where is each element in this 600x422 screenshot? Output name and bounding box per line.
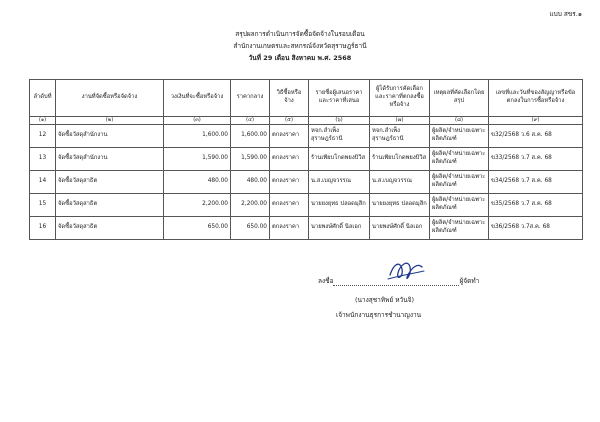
bidder-name: นายพงษ์ศักดิ์ นิลเอก	[309, 217, 370, 240]
procurement-method: ตกลงราคา	[270, 217, 309, 240]
column-header: วงเงินที่จะซื้อหรือจ้าง	[164, 80, 231, 117]
bidder-name: หจก.สำเพ็งสุราษฎร์ธานี	[309, 125, 370, 148]
contract-number: ข33/2568 ว.7 ส.ค. 68	[489, 148, 583, 171]
procurement-method: ตกลงราคา	[270, 171, 309, 194]
column-header: รายชื่อผู้เสนอราคาและราคาที่เสนอ	[309, 80, 370, 117]
column-header: ผู้ได้รับการคัดเลือกและราคาที่ตกลงซื้อหรือจ้าง	[370, 80, 430, 117]
column-number: (๘)	[430, 117, 489, 125]
column-header: เลขที่และวันที่ของสัญญาหรือข้อตกลงในการซื้อหรือจ้าง	[489, 80, 583, 117]
column-number: (๙)	[489, 117, 583, 125]
column-number: (๖)	[309, 117, 370, 125]
procurement-method: ตกลงราคา	[270, 148, 309, 171]
table-header-row	[30, 80, 583, 117]
row-number: 14	[30, 171, 56, 194]
median-price: 650.00	[231, 217, 270, 240]
column-header: งานที่จัดซื้อหรือจัดจ้าง	[56, 80, 164, 117]
report-title: สรุปผลการดำเนินการจัดซื้อจัดจ้างในรอบเดือน	[235, 30, 365, 38]
median-price: 480.00	[231, 171, 270, 194]
signer-name: (นางสุชาทิพย์ หวันจิ)	[355, 296, 414, 304]
column-number: (๑)	[30, 117, 56, 125]
column-number: (๒)	[56, 117, 164, 125]
signature-prefix: ลงชื่อ	[318, 277, 334, 285]
selected-vendor: นายยงยุทธ ปลอดมุสิก	[370, 194, 430, 217]
selection-reason: ผู้ผลิต/จำหน่ายเฉพาะผลิตภัณฑ์	[430, 217, 489, 240]
contract-number: ข34/2568 ว.7 ส.ค. 68	[489, 171, 583, 194]
budget-amount: 1,600.00	[164, 125, 231, 148]
row-number: 15	[30, 194, 56, 217]
item-description: จัดซื้อวัสดุสาธิต	[56, 217, 164, 240]
table-row	[30, 148, 583, 171]
column-header: เหตุผลที่คัดเลือกโดยสรุป	[430, 80, 489, 117]
median-price: 1,600.00	[231, 125, 270, 148]
contract-number: ข35/2568 ว.7 ส.ค. 68	[489, 194, 583, 217]
budget-amount: 650.00	[164, 217, 231, 240]
selection-reason: ผู้ผลิต/จำหน่ายเฉพาะผลิตภัณฑ์	[430, 125, 489, 148]
column-number: (๕)	[270, 117, 309, 125]
column-number: (๓)	[164, 117, 231, 125]
budget-amount: 2,200.00	[164, 194, 231, 217]
contract-number: ข36/2568 ว.7ส.ค. 68	[489, 217, 583, 240]
median-price: 1,590.00	[231, 148, 270, 171]
signature-suffix: ผู้จัดทำ	[459, 277, 480, 285]
procurement-table	[29, 79, 583, 240]
selected-vendor: ร้านเพียบโกดพยงบิวิส	[370, 148, 430, 171]
procurement-method: ตกลงราคา	[270, 194, 309, 217]
signature-line	[318, 276, 479, 286]
selection-reason: ผู้ผลิต/จำหน่ายเฉพาะผลิตภัณฑ์	[430, 194, 489, 217]
column-header: วิธีซื้อหรือจ้าง	[270, 80, 309, 117]
procurement-method: ตกลงราคา	[270, 125, 309, 148]
selection-reason: ผู้ผลิต/จำหน่ายเฉพาะผลิตภัณฑ์	[430, 148, 489, 171]
item-description: จัดซื้อวัสดุสาธิต	[56, 194, 164, 217]
report-date: วันที่ 29 เดือน สิงหาคม พ.ศ. 2568	[248, 54, 352, 62]
selected-vendor: น.ส.เบญจวรรณ	[370, 171, 430, 194]
contract-number: ข32/2568 ว.6 ส.ค. 68	[489, 125, 583, 148]
median-price: 2,200.00	[231, 194, 270, 217]
signer-position: เจ้าพนักงานธุรการชำนาญงาน	[336, 311, 422, 319]
row-number: 12	[30, 125, 56, 148]
selection-reason: ผู้ผลิต/จำหน่ายเฉพาะผลิตภัณฑ์	[430, 171, 489, 194]
table-row	[30, 217, 583, 240]
table-row	[30, 125, 583, 148]
column-number-row	[30, 117, 583, 125]
column-header: ลำดับที่	[30, 80, 56, 117]
column-header: ราคากลาง	[231, 80, 270, 117]
bidder-name: นายยงยุทธ ปลอดมุสิก	[309, 194, 370, 217]
bidder-name: ร้านเพียบโกดพยงบิวิส	[309, 148, 370, 171]
table-row	[30, 171, 583, 194]
bidder-name: น.ส.เบญจวรรณ	[309, 171, 370, 194]
signature-dotted-line	[333, 277, 459, 286]
column-number: (๔)	[231, 117, 270, 125]
item-description: จัดซื้อวัสดุสาธิต	[56, 171, 164, 194]
column-number: (๗)	[370, 117, 430, 125]
budget-amount: 480.00	[164, 171, 231, 194]
agency-name: สำนักงานเกษตรและสหกรณ์จังหวัดสุราษฎร์ธานี	[233, 42, 367, 50]
table-row	[30, 194, 583, 217]
item-description: จัดซื้อวัสดุสำนักงาน	[56, 148, 164, 171]
row-number: 13	[30, 148, 56, 171]
row-number: 16	[30, 217, 56, 240]
item-description: จัดซื้อวัสดุสำนักงาน	[56, 125, 164, 148]
budget-amount: 1,590.00	[164, 148, 231, 171]
form-code: แบบ สขร.๑	[549, 10, 582, 18]
selected-vendor: นายพงษ์ศักดิ์ นิลเอก	[370, 217, 430, 240]
selected-vendor: หจก.สำเพ็งสุราษฎร์ธานี	[370, 125, 430, 148]
